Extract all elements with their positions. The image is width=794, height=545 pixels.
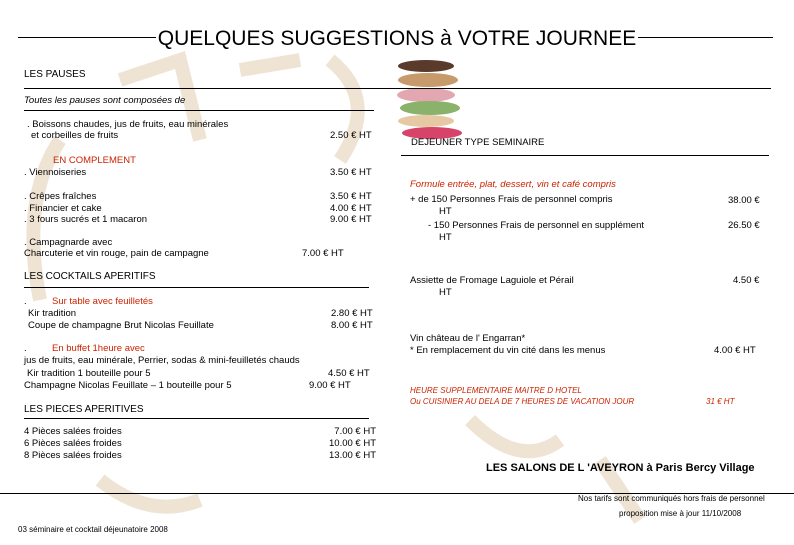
footer-date: proposition mise à jour 11/10/2008 (619, 509, 742, 518)
footer-doc: 03 séminaire et cocktail déjeunatoire 2008 (18, 525, 168, 534)
cocktail-kir-price: 2.80 € HT (331, 308, 373, 319)
cocktail-champ-bottle-price: 9.00 € HT (309, 380, 351, 391)
cocktail-champ-bottle: Champagne Nicolas Feuillate – 1 bouteille pour 5 (24, 380, 232, 391)
pause-boissons-line2: et corbeilles de fruits (31, 130, 119, 141)
dejeuner-vin-line1: Vin château de l' Engarran* (410, 333, 526, 344)
pause-fours: . 3 fours sucrés et 1 macaron (24, 214, 148, 225)
pieces-item-6: 6 Pièces salées froides (24, 438, 122, 449)
dejeuner-fromage-line1: Assiette de Fromage Laguiole et Pérail (410, 275, 574, 286)
pieces-item-4-price: 7.00 € HT (334, 426, 376, 437)
pause-campagnarde-price: 7.00 € HT (302, 248, 344, 259)
pieces-rule (24, 418, 369, 419)
pauses-intro-rule (24, 110, 374, 111)
pieces-item-8: 8 Pièces salées froides (24, 450, 122, 461)
cocktail-table-dot: . (24, 296, 27, 307)
dejeuner-formule: Formule entrée, plat, dessert, vin et café compris (410, 179, 616, 190)
dejeuner-heure-line2: Ou CUISINIER AU DELA DE 7 HEURES DE VACATION JOUR (410, 397, 635, 406)
pause-viennoiseries: . Viennoiseries (24, 167, 87, 178)
cocktail-buffet-dot: . (24, 343, 27, 354)
cocktail-champagne: Coupe de champagne Brut Nicolas Feuillate (28, 320, 214, 331)
pieces-item-6-price: 10.00 € HT (329, 438, 376, 449)
footer-tarifs: Nos tarifs sont communiqués hors frais de personnel (578, 494, 765, 503)
pause-boissons-price: 2.50 € HT (330, 130, 372, 141)
brand-name: LES SALONS DE L 'AVEYRON à Paris Bercy Village (486, 462, 755, 474)
dejeuner-moins150-line2: HT (439, 232, 452, 243)
cocktail-buffet-label: En buffet 1heure avec (52, 343, 145, 354)
cocktail-buffet-desc: jus de fruits, eau minérale, Perrier, sodas & mini-feuilletés chauds (24, 355, 300, 366)
pause-financier-price: 4.00 € HT (330, 203, 372, 214)
pause-crepes-price: 3.50 € HT (330, 191, 372, 202)
dejeuner-plus150-line1: + de 150 Personnes Frais de personnel compris (410, 194, 613, 205)
pauses-complement: EN COMPLEMENT (53, 155, 136, 166)
cocktails-rule (24, 287, 369, 288)
cocktail-champagne-price: 8.00 € HT (331, 320, 373, 331)
dejeuner-fromage-line2: HT (439, 287, 452, 298)
dejeuner-moins150-price: 26.50 € (728, 220, 760, 231)
pause-campagnarde-line1: . Campagnarde avec (24, 237, 113, 248)
macarons-image (396, 58, 468, 140)
pause-boissons-line1: . Boissons chaudes, jus de fruits, eau minérales (27, 119, 229, 130)
dejeuner-fromage-price: 4.50 € (733, 275, 760, 286)
cocktail-kir: Kir tradition (28, 308, 77, 319)
dejeuner-heure-line1: HEURE SUPPLEMENTAIRE MAITRE D HOTEL (410, 386, 582, 395)
page-title: QUELQUES SUGGESTIONS à VOTRE JOURNEE (157, 27, 637, 50)
pause-fours-price: 9.00 € HT (330, 214, 372, 225)
cocktail-table-label: Sur table avec feuilletés (52, 296, 153, 307)
pieces-heading: LES PIECES APERITIVES (24, 404, 144, 415)
cocktails-heading: LES COCKTAILS APERITIFS (24, 271, 156, 282)
dejeuner-plus150-price: 38.00 € (728, 195, 760, 206)
pieces-item-8-price: 13.00 € HT (329, 450, 376, 461)
dejeuner-heure-price: 31 € HT (706, 397, 735, 406)
pieces-item-4: 4 Pièces salées froides (24, 426, 122, 437)
dejeuner-rule (401, 155, 769, 156)
dejeuner-moins150-line1: - 150 Personnes Frais de personnel en supplément (428, 220, 644, 231)
dejeuner-heading: DEJEUNER TYPE SEMINAIRE (411, 137, 545, 148)
dejeuner-vin-line2: * En remplacement du vin cité dans les menus (410, 345, 606, 356)
cocktail-kir-bottle-price: 4.50 € HT (328, 368, 370, 379)
pauses-intro: Toutes les pauses sont composées de (24, 95, 186, 106)
pause-financier: . Financier et cake (24, 203, 102, 214)
dejeuner-vin-price: 4.00 € HT (714, 345, 756, 356)
pause-viennoiseries-price: 3.50 € HT (330, 167, 372, 178)
pause-campagnarde-line2: Charcuterie et vin rouge, pain de campagne (24, 248, 209, 259)
cocktail-kir-bottle: Kir tradition 1 bouteille pour 5 (27, 368, 151, 379)
dejeuner-plus150-line2: HT (439, 206, 452, 217)
pauses-heading: LES PAUSES (24, 69, 86, 80)
pauses-rule (24, 88, 771, 89)
pause-crepes: . Crêpes fraîches (24, 191, 97, 202)
